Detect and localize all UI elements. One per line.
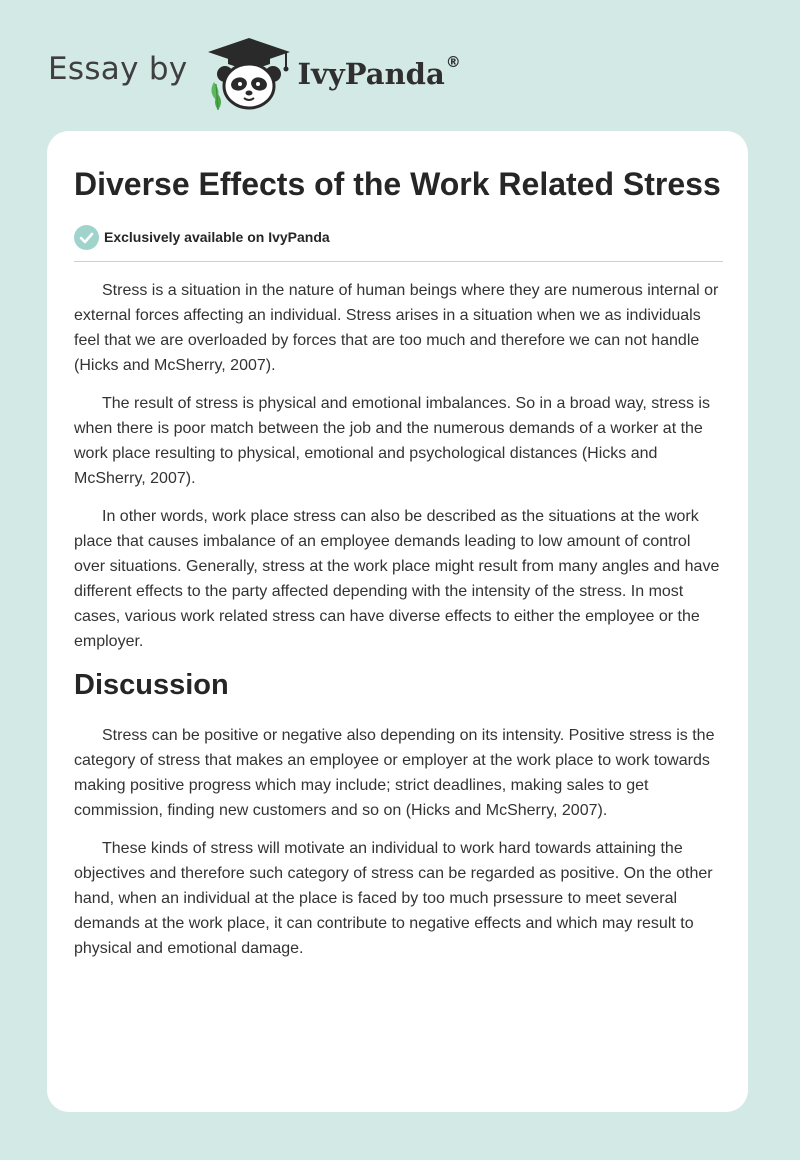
site-header — [48, 34, 461, 112]
paragraph: Stress can be positive or negative also depending on its intensity. Positive stress is the category of stress that makes an employee or employer at the work place to work towards making positive progress which may include; strict deadlines, making sales to get commission, finding new customers and so on (Hicks and McSherry, 2007). — [74, 727, 715, 819]
title-divider — [74, 261, 723, 262]
essay-body — [74, 278, 723, 961]
exclusive-label: Exclusively available on IvyPanda — [104, 229, 330, 245]
essay-by-label: Essay by — [48, 51, 188, 87]
essay-content — [74, 165, 723, 974]
essay-card — [47, 131, 748, 1112]
essay-title: Diverse Effects of the Work Related Stress — [74, 166, 721, 202]
graduation-panda-icon — [206, 34, 292, 112]
exclusive-badge — [74, 224, 723, 250]
paragraph: The result of stress is physical and emotional imbalances. So in a broad way, stress is when there is poor match between the job and the numerous demands of a worker at the work place resulting to physical, emotional and psychological distances (Hicks and McSherry, 2007). — [74, 395, 710, 487]
check-circle-icon — [74, 225, 99, 250]
paragraph: These kinds of stress will motivate an individual to work hard towards attaining the objectives and therefore such category of stress can be regarded as positive. On the other hand, when an individual at the place is faced by too much prsessure to meet several demands at the work place, it can contribute to negative effects and which may result to physical and emotional damage. — [74, 840, 713, 957]
paragraph: In other words, work place stress can also be described as the situations at the work place that causes imbalance of an employee demands leading to low amount of control over situations. Generally, stress at the work place might result from many angles and have different effects to the party affected depending with the intensity of the stress. In most cases, various work related stress can have diverse effects to either the employee or the employer. — [74, 508, 720, 650]
brand-name — [297, 53, 461, 91]
paragraph: Stress is a situation in the nature of human beings where they are numerous internal or external forces affecting an individual. Stress arises in a situation when we as individuals feel that we are overloaded by forces that are too much and therefore we can not handle (Hicks and McSherry, 2007). — [74, 282, 719, 374]
registered-mark: ® — [445, 53, 461, 71]
brand-name-text: IvyPanda — [297, 57, 445, 91]
discussion-heading: Discussion — [74, 669, 229, 701]
